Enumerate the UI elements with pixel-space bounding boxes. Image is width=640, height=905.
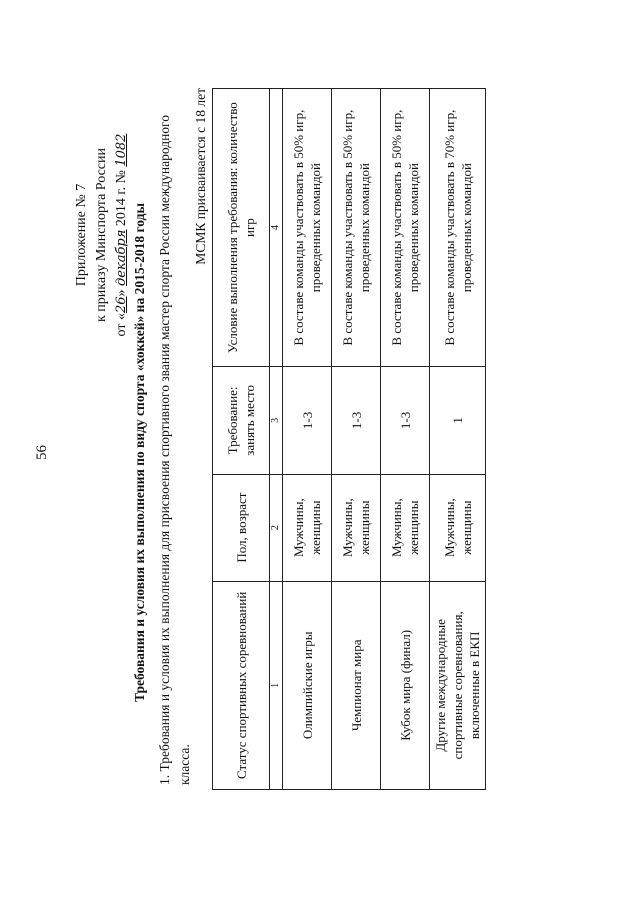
cell-place: 1-3: [332, 367, 381, 474]
document-title: Требования и условия их выполнения по виду спорта «хоккей» на 2015-2018 годы: [132, 203, 147, 702]
cell-gender: Мужчины, женщины: [381, 474, 430, 581]
header-place: Требование: занять место: [213, 367, 270, 474]
cell-gender: Мужчины, женщины: [332, 474, 381, 581]
cell-place: 1-3: [381, 367, 430, 474]
cell-place: 1: [430, 367, 486, 474]
cell-gender: Мужчины, женщины: [430, 474, 486, 581]
date-prefix: от «: [114, 313, 129, 337]
cell-condition: В составе команды участвовать в 50% игр, проведенных командой: [283, 89, 332, 367]
intro-paragraph: 1. Требования и условия их выполнения для присвоения спортивного звания мастер спорта России международного класса.: [157, 115, 192, 785]
column-number: 1: [270, 581, 283, 789]
header-condition: Условие выполнения требования: количество игр: [213, 89, 270, 367]
requirements-table: [212, 88, 486, 790]
header-status: Статус спортивных соревнований: [213, 581, 270, 789]
cell-status: Кубок мира (финал): [381, 581, 430, 789]
table-row: [381, 89, 430, 790]
order-number: 1082: [114, 133, 129, 167]
column-number: 3: [270, 367, 283, 474]
appendix-order-ref: к приказу Минспорта России: [94, 148, 109, 322]
header-gender: Пол, возраст: [213, 474, 270, 581]
appendix-header: [72, 70, 132, 400]
table-header-row: [213, 89, 270, 790]
date-month: декабря: [114, 229, 129, 286]
cell-status: Чемпионат мира: [332, 581, 381, 789]
cell-status: Другие международные спортивные соревнования, включенные в ЕКП: [430, 581, 486, 789]
column-number-row: [270, 89, 283, 790]
cell-gender: Мужчины, женщины: [283, 474, 332, 581]
cell-condition: В составе команды участвовать в 70% игр, проведенных командой: [430, 89, 486, 367]
column-number: 4: [270, 89, 283, 367]
page-number: 56: [34, 445, 50, 460]
appendix-date-line: [112, 70, 132, 400]
table-row: [283, 89, 332, 790]
age-note: МСМК присваивается с 18 лет: [193, 88, 208, 265]
column-number: 2: [270, 474, 283, 581]
appendix-number: Приложение № 7: [74, 183, 89, 287]
table-row: [332, 89, 381, 790]
cell-condition: В составе команды участвовать в 50% игр, проведенных командой: [332, 89, 381, 367]
date-year: 2014 г. №: [114, 170, 129, 227]
cell-condition: В составе команды участвовать в 50% игр, проведенных командой: [381, 89, 430, 367]
date-mid: »: [114, 289, 129, 297]
table-row: [430, 89, 486, 790]
cell-status: Олимпийские игры: [283, 581, 332, 789]
cell-place: 1-3: [283, 367, 332, 474]
date-day: 26: [114, 296, 129, 314]
